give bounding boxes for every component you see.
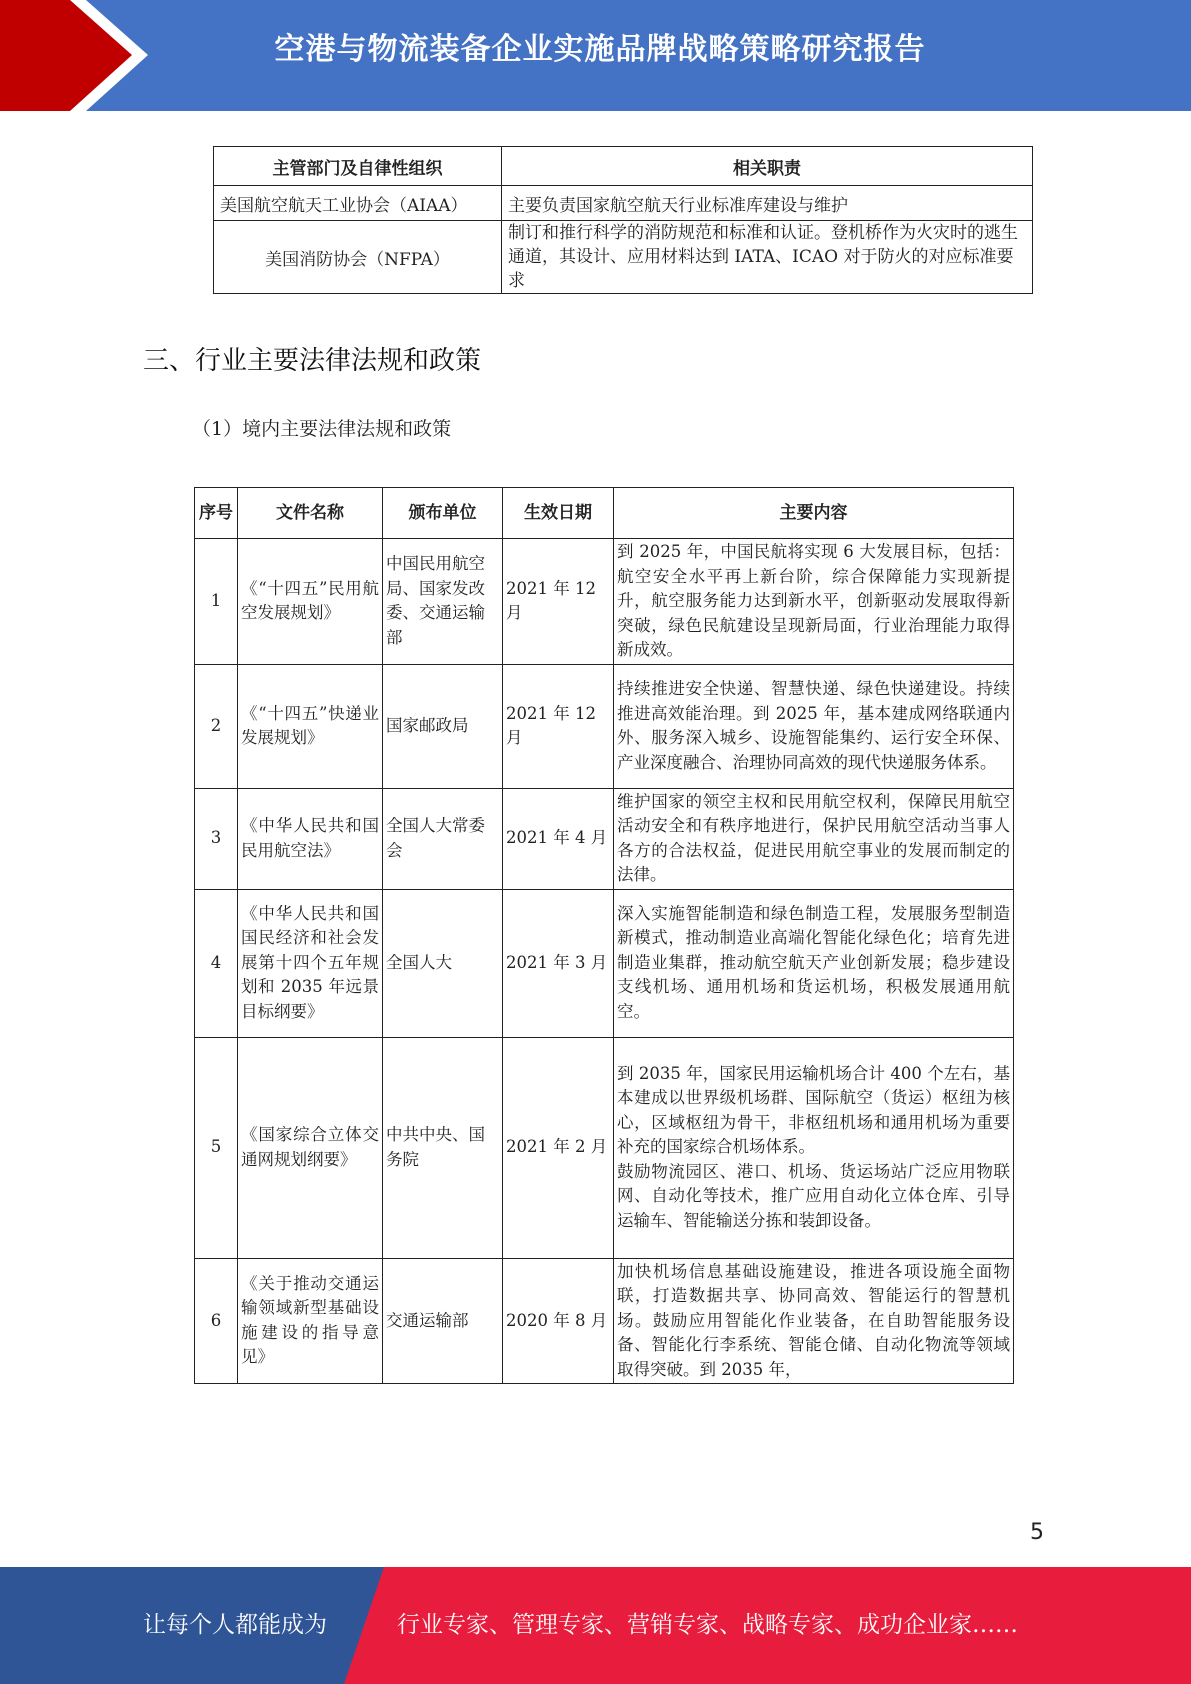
table-cell: 2021 年 2 月 <box>503 1037 614 1258</box>
table-row <box>214 221 1033 294</box>
table-cell: 深入实施智能制造和绿色制造工程，发展服务型制造新模式，推动制造业高端化智能化绿色化；培育先进制造业集群，推动航空航天产业创新发展；稳步建设支线机场、通用机场和货运机场，积极发展通用航空。 <box>614 889 1014 1037</box>
table-cell: 2020 年 8 月 <box>503 1258 614 1384</box>
table-row <box>195 788 1014 889</box>
table-row <box>195 889 1014 1037</box>
table-row <box>195 664 1014 788</box>
table-row <box>195 1258 1014 1384</box>
table-cell: 到 2025 年，中国民航将实现 6 大发展目标，包括：航空安全水平再上新台阶，综合保障能力实现新提升，航空服务能力达到新水平，创新驱动发展取得新突破，绿色民航建设呈现新局面，行业治理能力取得新成效。 <box>614 539 1014 665</box>
table-header-cell: 主要内容 <box>614 488 1014 539</box>
table-row <box>214 186 1033 221</box>
table-cell: 2021 年 3 月 <box>503 889 614 1037</box>
table-cell: 中共中央、国务院 <box>383 1037 503 1258</box>
table-cell: 2021 年 12 月 <box>503 664 614 788</box>
table-cell: 6 <box>195 1258 238 1384</box>
table-cell: 2021 年 12 月 <box>503 539 614 665</box>
laws-and-policies-table <box>194 487 1014 1384</box>
table-header-cell: 相关职责 <box>502 147 1033 186</box>
regulatory-organizations-table <box>213 146 1033 294</box>
table-cell: 美国消防协会（NFPA） <box>214 221 502 294</box>
table-header-cell: 生效日期 <box>503 488 614 539</box>
table-row <box>195 539 1014 665</box>
table-cell: 主要负责国家航空航天行业标准库建设与维护 <box>502 186 1033 221</box>
table-cell: 5 <box>195 1037 238 1258</box>
table-cell: 维护国家的领空主权和民用航空权利，保障民用航空活动安全和有秩序地进行，保护民用航空活动当事人各方的合法权益，促进民用航空事业的发展而制定的法律。 <box>614 788 1014 889</box>
table-cell: 交通运输部 <box>383 1258 503 1384</box>
table-cell: 4 <box>195 889 238 1037</box>
table-cell: 美国航空航天工业协会（AIAA） <box>214 186 502 221</box>
table-header-cell: 文件名称 <box>238 488 383 539</box>
table-cell: 2 <box>195 664 238 788</box>
table-cell: 《“十四五”民用航空发展规划》 <box>238 539 383 665</box>
table-header-cell: 颁布单位 <box>383 488 503 539</box>
footer-slogan-left: 让每个人都能成为 <box>143 1612 327 1638</box>
table-cell: 《关于推动交通运输领域新型基础设施建设的指导意见》 <box>238 1258 383 1384</box>
table-header-row <box>214 147 1033 186</box>
table-cell: 《中华人民共和国国民经济和社会发展第十四个五年规划和 2035 年远景目标纲要》 <box>238 889 383 1037</box>
table-cell: 1 <box>195 539 238 665</box>
table-cell: 3 <box>195 788 238 889</box>
table-cell: 全国人大常委会 <box>383 788 503 889</box>
table-cell: 国家邮政局 <box>383 664 503 788</box>
table-cell: 《国家综合立体交通网规划纲要》 <box>238 1037 383 1258</box>
table-cell: 全国人大 <box>383 889 503 1037</box>
table-cell: 《“十四五”快递业发展规划》 <box>238 664 383 788</box>
table-cell: 制订和推行科学的消防规范和标准和认证。登机桥作为火灾时的逃生通道，其设计、应用材料达到 IATA、ICAO 对于防火的对应标准要求 <box>502 221 1033 294</box>
table-cell: 到 2035 年，国家民用运输机场合计 400 个左右，基本建成以世界级机场群、国际航空（货运）枢纽为核心，区域枢纽为骨干，非枢纽机场和通用机场为重要补充的国家综合机场体系。 鼓励物流园区、港口、机场、货运场站广泛应用物联网、自动化等技术，推广应用自动化立体仓库、引导运输车、智能输送分拣和装卸设备。 <box>614 1037 1014 1258</box>
footer-banner <box>0 1567 1191 1684</box>
table-row <box>195 1037 1014 1258</box>
header-banner <box>0 0 1191 111</box>
sub-heading: （1）境内主要法律法规和政策 <box>192 418 452 440</box>
footer-slogan-right: 行业专家、管理专家、营销专家、战略专家、成功企业家…… <box>397 1612 1018 1638</box>
report-title: 空港与物流装备企业实施品牌战略策略研究报告 <box>274 32 926 67</box>
table-header-cell: 序号 <box>195 488 238 539</box>
page-number: 5 <box>1030 1520 1044 1545</box>
table-cell: 持续推进安全快递、智慧快递、绿色快递建设。持续推进高效能治理。到 2025 年，基本建成网络联通内外、服务深入城乡、设施智能集约、运行安全环保、产业深度融合、治理协同高效的现代快递服务体系。 <box>614 664 1014 788</box>
table-cell: 《中华人民共和国民用航空法》 <box>238 788 383 889</box>
table-cell: 2021 年 4 月 <box>503 788 614 889</box>
table-cell: 加快机场信息基础设施建设，推进各项设施全面物联，打造数据共享、协同高效、智能运行的智慧机场。鼓励应用智能化作业装备，在自助智能服务设备、智能化行李系统、智能仓储、自动化物流等领域取得突破。到 2035 年， <box>614 1258 1014 1384</box>
section-heading: 三、行业主要法律法规和政策 <box>143 346 482 376</box>
table-header-row <box>195 488 1014 539</box>
table-header-cell: 主管部门及自律性组织 <box>214 147 502 186</box>
table-cell: 中国民用航空局、国家发改委、交通运输部 <box>383 539 503 665</box>
